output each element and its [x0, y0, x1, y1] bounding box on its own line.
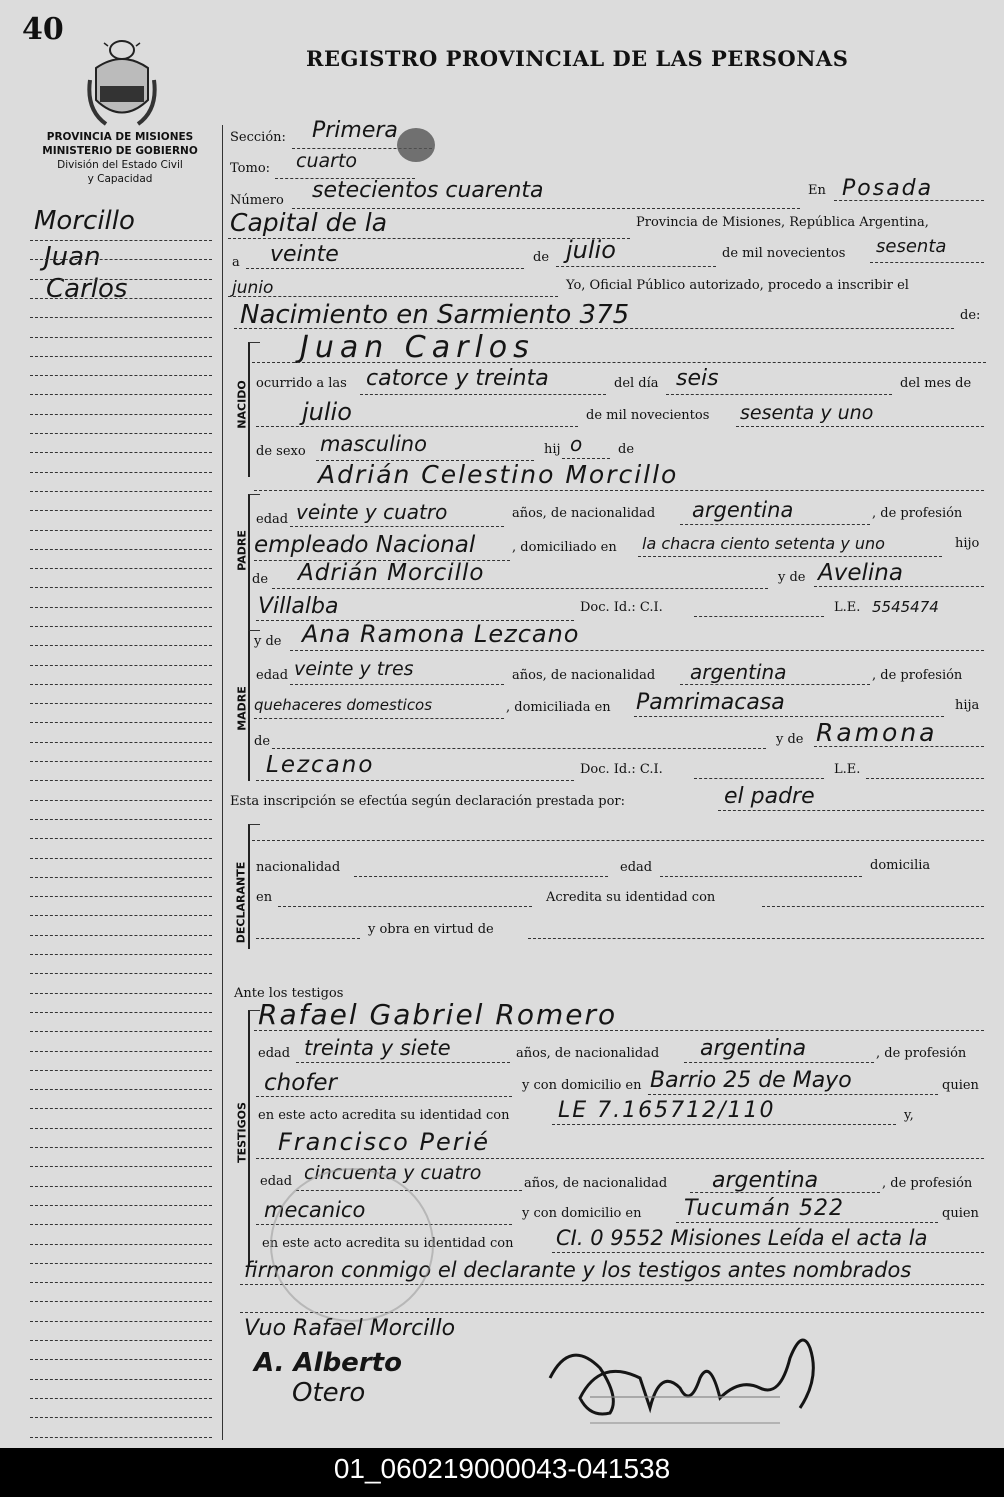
declarante-en-label: en: [256, 890, 273, 905]
t2-quien-label: quien: [942, 1206, 979, 1221]
child-name-value: Juan Carlos: [300, 330, 535, 365]
margin-rule: [30, 993, 212, 994]
madre-section-label: MADRE: [235, 686, 249, 731]
org-ministry: MINISTERIO DE GOBIERNO: [42, 145, 198, 157]
father-full-name-value: Adrián Celestino Morcillo: [318, 460, 679, 489]
margin-name-2: Carlos: [46, 274, 128, 304]
declaracion-text: Esta inscripción se efectúa según declaración prestada por:: [230, 794, 625, 809]
margin-rule: [30, 838, 212, 839]
madre-profesion-label: , de profesión: [872, 668, 963, 683]
witness1-nacionalidad-value: argentina: [700, 1036, 807, 1061]
margin-rule: [30, 452, 212, 453]
padre-le-value: 5545474: [872, 598, 939, 616]
margin-rule: [30, 1398, 212, 1399]
org-division: División del Estado Civil: [57, 159, 183, 171]
sexo-value: masculino: [320, 432, 427, 456]
madre-y-de2-label: y de: [776, 732, 804, 747]
margin-rule: [30, 973, 212, 974]
margin-rule: [30, 1359, 212, 1360]
margin-rule: [30, 703, 212, 704]
margin-rule: [30, 298, 212, 299]
date-year-value: sesenta: [876, 236, 947, 257]
signature-line-1: Vuo Rafael Morcillo: [244, 1316, 456, 1341]
madre-y-de-label: y de: [254, 634, 282, 649]
madre-hija-label: hija: [955, 698, 980, 713]
sexo-label: de sexo: [256, 444, 306, 459]
official-signature-text: [640, 1346, 711, 1379]
mil-novecientos-label: de mil novecientos: [722, 246, 846, 261]
witness2-profesion-value: mecanico: [264, 1198, 366, 1222]
margin-rule: [30, 935, 212, 936]
margin-rule: [30, 510, 212, 511]
madre-edad-label: edad: [256, 668, 289, 683]
signature-line-2: A. Alberto: [254, 1348, 402, 1378]
margin-rule: [30, 1147, 212, 1148]
margin-rule: [30, 240, 212, 241]
margin-surname: Morcillo: [34, 206, 135, 236]
padre-de-label: de: [252, 572, 269, 587]
t1-acredita-label: en este acto acredita su identidad con: [258, 1108, 510, 1123]
margin-rule: [30, 375, 212, 376]
del-dia-label: del día: [614, 376, 659, 391]
en-label: En: [808, 183, 826, 198]
provincia-text: Provincia de Misiones, República Argentina,: [636, 215, 929, 230]
margin-rule: [30, 645, 212, 646]
t1-profesion-label: , de profesión: [876, 1046, 967, 1061]
margin-rule: [30, 1437, 212, 1438]
margin-rule: [30, 877, 212, 878]
margin-rule: [30, 1186, 212, 1187]
margin-rule: [30, 414, 212, 415]
birth-month-value: julio: [302, 398, 352, 426]
place-value: Capital de la: [230, 208, 388, 237]
madre-nacionalidad-label: años, de nacionalidad: [512, 668, 656, 683]
margin-rule: [30, 472, 212, 473]
nacido-de-label: de: [618, 442, 635, 457]
padre-edad-value: veinte y cuatro: [296, 500, 448, 524]
margin-rule: [30, 896, 212, 897]
declarante-nacionalidad-label: nacionalidad: [256, 860, 341, 875]
t1-domicilio-label: y con domicilio en: [522, 1078, 642, 1093]
margin-rule: [30, 356, 212, 357]
nacido-section-label: NACIDO: [235, 380, 249, 429]
margin-rule: [30, 1205, 212, 1206]
margin-rule: [30, 915, 212, 916]
margin-rule: [30, 1340, 212, 1341]
witness1-doc-value: LE 7.165712/110: [558, 1098, 776, 1123]
margin-rule: [30, 1417, 212, 1418]
declarante-edad-label: edad: [620, 860, 653, 875]
margin-rule: [30, 1128, 212, 1129]
margin-rule: [30, 568, 212, 569]
numero-label: Número: [230, 193, 284, 208]
margin-rule: [30, 1166, 212, 1167]
padre-doc-label: Doc. Id.: C.I.: [580, 600, 663, 615]
padre-domicilio-value: la chacra ciento setenta y uno: [642, 534, 885, 553]
margin-rule: [30, 858, 212, 859]
numero-value: setecientos cuarenta: [312, 178, 544, 203]
margin-rule: [30, 761, 212, 762]
hijo-value: o: [570, 432, 583, 456]
madre-surname-value: Lezcano: [266, 752, 375, 778]
header-title: REGISTRO PROVINCIAL DE LAS PERSONAS: [306, 46, 849, 71]
margin-rule: [30, 819, 212, 820]
birth-year-value: sesenta y uno: [740, 402, 874, 424]
margin-name-1: Juan: [44, 242, 101, 272]
t2-domicilio-label: y con domicilio en: [522, 1206, 642, 1221]
witness2-domicilio-value: Tucumán 522: [684, 1196, 845, 1221]
margin-rule: [30, 530, 212, 531]
margin-rule: [30, 1089, 212, 1090]
margin-rule: [30, 665, 212, 666]
madre-edad-value: veinte y tres: [294, 658, 414, 680]
date-day-value: veinte: [270, 242, 339, 267]
margin-rule: [30, 259, 212, 260]
declarante-domicilio-label: domicilia: [870, 858, 931, 873]
margin-rule: [30, 1012, 212, 1013]
padre-mother-surname-value: Villalba: [258, 594, 339, 619]
folio-number: 40: [22, 12, 64, 47]
t2-profesion-label: , de profesión: [882, 1176, 973, 1191]
a-label: a: [232, 255, 240, 270]
margin-rule: [30, 607, 212, 608]
madre-nacionalidad-value: argentina: [690, 660, 787, 684]
madre-profesion-value: quehaceres domesticos: [254, 696, 433, 714]
testigos-section-label: TESTIGOS: [235, 1102, 249, 1163]
declarante-obra-label: y obra en virtud de: [368, 922, 494, 937]
birth-hour-value: catorce y treinta: [366, 366, 549, 391]
declaracion-value: el padre: [724, 784, 815, 809]
margin-rule: [30, 1379, 212, 1380]
signature-line-3: Otero: [292, 1378, 366, 1408]
official-stamp-lines: [590, 1396, 780, 1424]
margin-rule: [30, 626, 212, 627]
margin-rule: [30, 491, 212, 492]
margin-rule: [30, 337, 212, 338]
margin-rule: [30, 1263, 212, 1264]
t2-nacionalidad-label: años, de nacionalidad: [524, 1176, 668, 1191]
ocurrido-label: ocurrido a las: [256, 376, 347, 391]
margin-rule: [30, 684, 212, 685]
ink-blot: [397, 128, 435, 162]
madre-domicilio-value: Pamrimacasa: [636, 690, 785, 715]
date-year-cont: junio: [232, 278, 274, 298]
de-colon-label: de:: [960, 308, 981, 323]
margin-rule: [30, 722, 212, 723]
padre-section-label: PADRE: [235, 530, 249, 571]
padre-edad-label: edad: [256, 512, 289, 527]
hijo-label: hij: [544, 442, 561, 457]
margin-rule: [30, 1244, 212, 1245]
margin-rule: [30, 317, 212, 318]
margin-rule: [30, 549, 212, 550]
margin-rule: [30, 742, 212, 743]
en-value: Posada: [842, 176, 934, 201]
padre-y-de-label: y de: [778, 570, 806, 585]
margin-rule: [30, 394, 212, 395]
margin-rule: [30, 1051, 212, 1052]
tomo-label: Tomo:: [230, 161, 271, 176]
madre-de-label: de: [254, 734, 271, 749]
padre-mother-value: Avelina: [818, 560, 903, 586]
witness2-edad-value: cincuenta y cuatro: [304, 1162, 482, 1184]
padre-hijo-label: hijo: [955, 536, 980, 551]
margin-rule: [30, 1321, 212, 1322]
date-month-value: julio: [566, 236, 616, 264]
coat-of-arms-emblem: [86, 40, 158, 130]
scan-id-footer: 01_060219000043-041538: [0, 1448, 1004, 1497]
margin-rule: [30, 1108, 212, 1109]
mother-full-name-value: Ana Ramona Lezcano: [302, 620, 580, 648]
birth-mil-label: de mil novecientos: [586, 408, 710, 423]
padre-father-value: Adrián Morcillo: [298, 560, 485, 586]
t1-quien-label: quien: [942, 1078, 979, 1093]
del-mes-label: del mes de: [900, 376, 972, 391]
seccion-value: Primera: [312, 118, 398, 143]
madre-doc-label: Doc. Id.: C.I.: [580, 762, 663, 777]
official-seal: [270, 1168, 434, 1322]
padre-profesion-label: , de profesión: [872, 506, 963, 521]
t1-nacionalidad-label: años, de nacionalidad: [516, 1046, 660, 1061]
witness1-name-value: Rafael Gabriel Romero: [258, 998, 618, 1031]
padre-nacionalidad-label: años, de nacionalidad: [512, 506, 656, 521]
t1-edad-label: edad: [258, 1046, 291, 1061]
witness1-edad-value: treinta y siete: [304, 1036, 451, 1060]
margin-rule: [30, 954, 212, 955]
de-label: de: [533, 250, 550, 265]
margin-rule: [30, 587, 212, 588]
margin-rule: [30, 279, 212, 280]
madre-mother-value: Ramona: [816, 718, 938, 747]
seccion-label: Sección:: [230, 130, 286, 145]
padre-domicilio-label: , domiciliado en: [512, 540, 617, 555]
margin-rule: [30, 1031, 212, 1032]
testigos-ante-label: Ante los testigos: [234, 986, 344, 1001]
tomo-value: cuarto: [296, 150, 358, 172]
margin-rule: [30, 1282, 212, 1283]
margin-rule: [30, 800, 212, 801]
margin-rule: [30, 1224, 212, 1225]
declarante-section-label: DECLARANTE: [234, 861, 248, 944]
closing-text: firmaron conmigo el declarante y los testigos antes nombrados: [244, 1258, 912, 1282]
witness2-name-value: Francisco Perié: [278, 1128, 491, 1156]
main-column-rule: [222, 125, 223, 1440]
margin-rule: [30, 1301, 212, 1302]
witness1-domicilio-value: Barrio 25 de Mayo: [650, 1068, 852, 1093]
margin-rule: [30, 1070, 212, 1071]
t1-y-label: y,: [904, 1108, 914, 1123]
margin-rule: [30, 433, 212, 434]
padre-le-label: L.E.: [834, 600, 861, 615]
margin-rule: [30, 780, 212, 781]
padre-profesion-value: empleado Nacional: [254, 532, 476, 558]
madre-domicilio-label: , domiciliada en: [506, 700, 611, 715]
birth-day-value: seis: [676, 366, 719, 391]
witness1-profesion-value: chofer: [264, 1070, 337, 1096]
witness2-nacionalidad-value: argentina: [712, 1168, 819, 1193]
t2-edad-label: edad: [260, 1174, 293, 1189]
oficial-text: Yo, Oficial Público autorizado, procedo a inscribir el: [566, 278, 909, 293]
issuing-authority: [22, 130, 218, 186]
declarante-acredita-label: Acredita su identidad con: [546, 890, 716, 905]
acta-value: Nacimiento en Sarmiento 375: [240, 300, 630, 330]
padre-nacionalidad-value: argentina: [692, 498, 794, 522]
org-province: PROVINCIA DE MISIONES: [46, 131, 194, 143]
witness2-doc-value: CI. 0 9552 Misiones Leída el acta la: [556, 1226, 928, 1250]
org-capacity: y Capacidad: [87, 173, 153, 185]
madre-le-label: L.E.: [834, 762, 861, 777]
t2-acredita-label: en este acto acredita su identidad con: [262, 1236, 514, 1251]
